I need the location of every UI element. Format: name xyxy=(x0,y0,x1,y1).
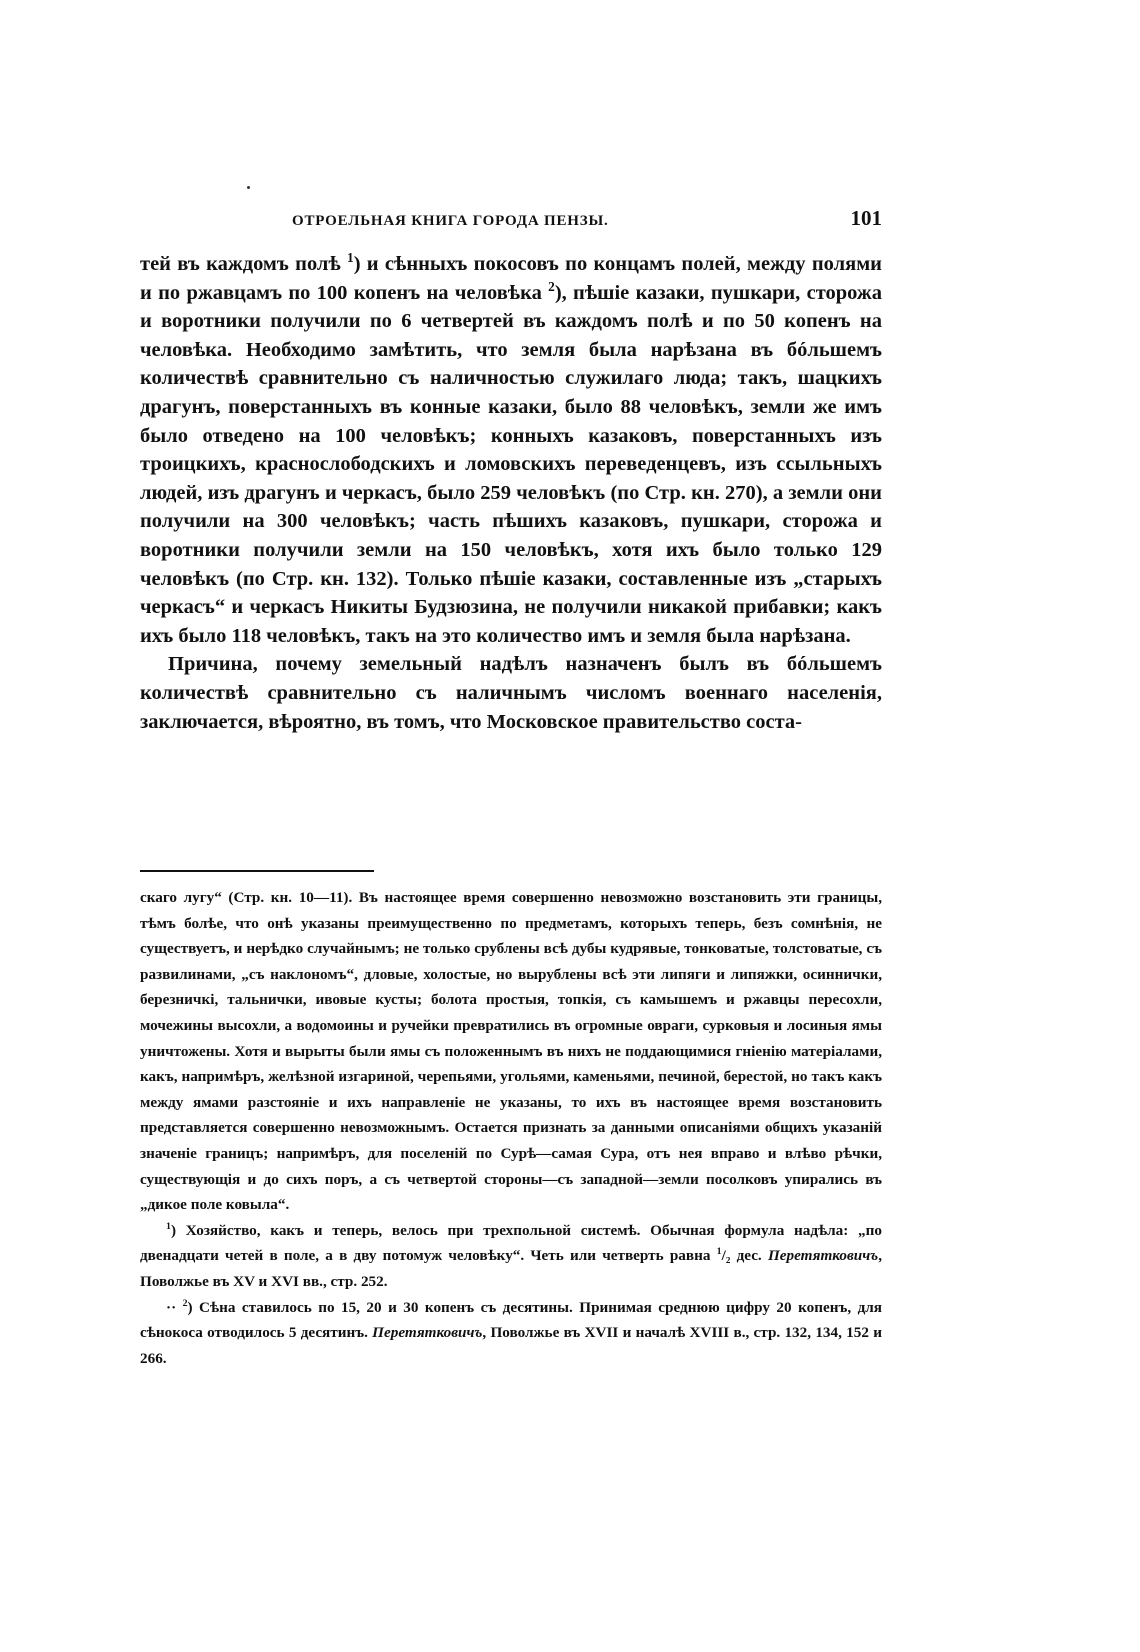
fraction-numerator: 1 xyxy=(716,1246,722,1258)
footnote-1 xyxy=(140,1218,882,1295)
footnotes xyxy=(140,885,882,1371)
paragraph-1-part-b: ) и сѣнныхъ покосовъ по концамъ полей, между полями и по ржавцамъ по 100 копенъ на человѣка xyxy=(140,253,882,304)
page-number: 101 xyxy=(850,206,882,230)
footnote-2-marker: 2 xyxy=(182,1297,188,1309)
footnote-2-lead: ·· xyxy=(166,1298,183,1316)
paragraph-2: Причина, почему земельный надѣлъ назначенъ былъ въ бóльшемъ количествѣ сравнительно съ наличнымъ числомъ военнаго населенія, заключается, вѣроятно, въ томъ, что Московское правительство соста- xyxy=(140,653,882,733)
footnote-2-text-b: , Поволжье въ XVII и началѣ XVIII в., стр. 132, 134, 152 и 266. xyxy=(140,1324,882,1367)
footnote-1-author: Перетятковичъ xyxy=(767,1247,879,1265)
footnote-1-text-b: дес. xyxy=(730,1247,768,1265)
fraction-denominator: /₂ xyxy=(721,1247,731,1265)
running-header xyxy=(292,206,882,236)
footnote-ref-1: 1 xyxy=(347,250,354,266)
main-text xyxy=(140,250,882,736)
footnote-2 xyxy=(140,1295,882,1372)
footnote-1-marker: 1 xyxy=(166,1220,171,1232)
paragraph-1 xyxy=(140,250,882,650)
footnote-rule xyxy=(140,870,374,872)
footnote-1-text-c: , Поволжье въ XV и XVI вв., стр. 252. xyxy=(140,1247,882,1290)
footnote-2-text-a: ) Сѣна ставилось по 15, 20 и 30 копенъ съ десятины. Принимая среднюю цифру 20 копенъ, для сѣнокоса отводилось 5 десятинъ. xyxy=(140,1298,882,1342)
footnote-2-author: Перетятковичъ xyxy=(372,1324,483,1342)
paragraph-1-part-a: тей въ каждомъ полѣ xyxy=(140,253,348,275)
footnote-continuation: скаго лугу“ (Стр. кн. 10—11). Въ настоящее время совершенно невозможно возстановить эти границы, тѣмъ болѣе, что онѣ указаны преимущественно по предметамъ, которыхъ теперь, безъ сомнѣнія, не существуетъ, и нерѣдко случайнымъ; не только срублены всѣ дубы кудрявые, тонковатые, толстоватые, съ развилинами, „съ наклономъ“, дловые, холостые, но вырублены всѣ эти липяги и липяжки, осиннички, березничкі, тальнички, ивовые кусты; болота простыя, топкія, съ камышемъ и ржавцы пересохли, мочежины высохли, а водомоины и ручейки превратились въ огромные овраги, сурковыя и лосиныя ямы уничтожены. Хотя и вырыты были ямы съ положеннымъ въ нихъ не поддающимися гніенію матеріалами, какъ, напримѣръ, желѣзной изгариной, черепьями, угольями, каменьями, печиной, берестой, но такъ какъ между ямами разстояніе и ихъ направленіе не указаны, то ихъ въ настоящее время возстановить представляется совершенно невозможнымъ. Остается признать за данными описаніями общихъ указаній значеніе границъ; напримѣръ, для поселеній по Сурѣ—самая Сура, отъ нея вправо и влѣво рѣчки, существующія и до сихъ поръ, а съ четвертой стороны—съ западной—земли посолковъ упирались въ „дикое поле ковыла“. xyxy=(140,889,882,1214)
stray-dot xyxy=(247,186,250,189)
footnote-ref-2: 2 xyxy=(548,278,555,294)
paragraph-1-part-c: ), пѣшіе казаки, пушкари, сторожа и воротники получили по 6 четвертей въ каждомъ полѣ и по 50 копенъ на человѣка. Необходимо замѣтить, что земля была нарѣзана въ бóльшемъ количествѣ сравнительно съ наличностью служилаго люда; такъ, шацкихъ драгунъ, поверстанныхъ въ конные казаки, было 88 человѣкъ, земли же имъ было отведено на 100 человѣкъ; конныхъ казаковъ, поверстанныхъ изъ троицкихъ, краснослободскихъ и ломовскихъ переведенцевъ, изъ ссыльныхъ людей, изъ драгунъ и черкасъ, было 259 человѣкъ (по Стр. кн. 270), а земли они получили на 300 человѣкъ; часть пѣшихъ казаковъ, пушкари, сторожа и воротники получили земли на 150 человѣкъ, хотя ихъ было только 129 человѣкъ (по Стр. кн. 132). Только пѣшіе казаки, составленные изъ „старыхъ черкасъ“ и черкасъ Никиты Будзюзина, не получили никакой прибавки; какъ ихъ было 118 человѣкъ, такъ на это количество имъ и земля была нарѣзана. xyxy=(140,281,882,647)
footnote-1-text-a: ) Хозяйство, какъ и теперь, велось при трехпольной системѣ. Обычная формула надѣла: „по двенадцати четей в поле, а в дву потомуж человѣку“. Четь или четверть равна xyxy=(140,1221,882,1265)
running-title: ОТРОЕЛЬНАЯ КНИГА ГОРОДА ПЕНЗЫ. xyxy=(292,213,609,229)
